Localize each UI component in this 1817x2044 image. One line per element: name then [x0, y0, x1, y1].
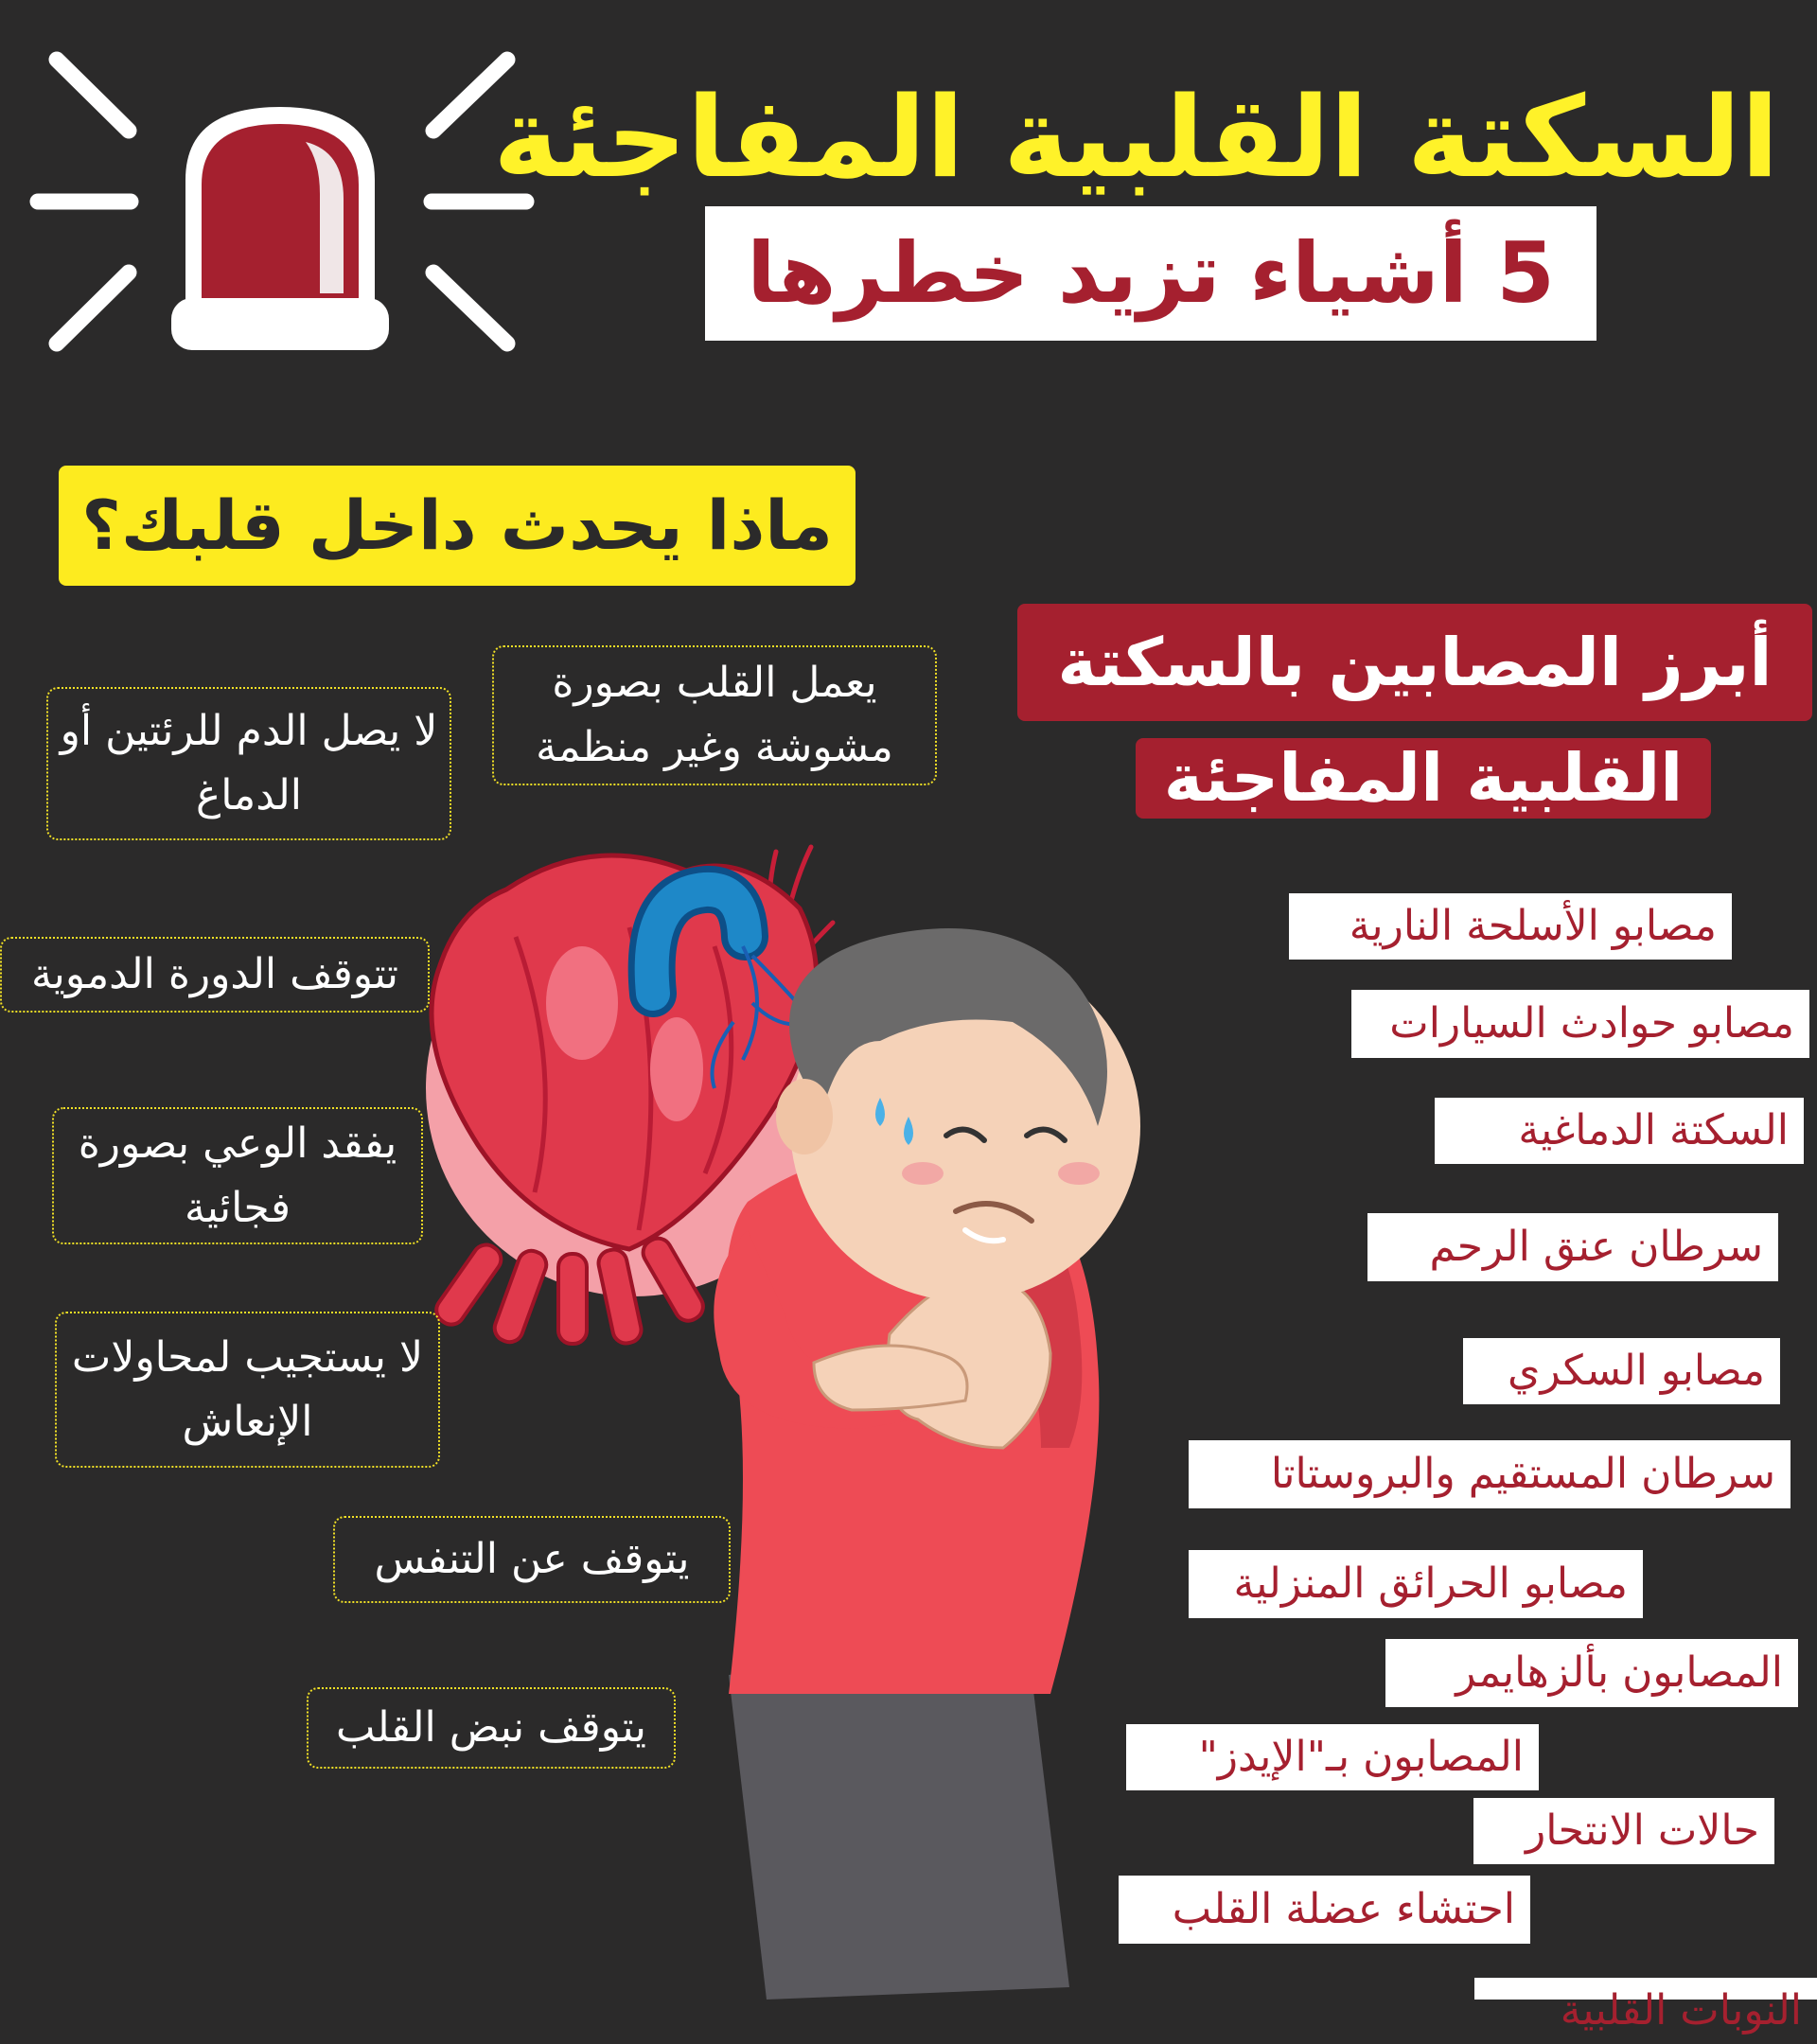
risk-group-item: السكتة الدماغية	[1435, 1098, 1804, 1164]
symptom-box: يتوقف نبض القلب	[307, 1687, 676, 1769]
man-clutching-chest-illustration	[691, 918, 1183, 2000]
risk-group-item: النوبات القلبية	[1474, 1978, 1817, 2000]
question-heading: ماذا يحدث داخل قلبك؟	[81, 485, 833, 565]
risk-group-item: سرطان المستقيم والبروستاتا	[1189, 1440, 1791, 1508]
symptom-box: يتوقف عن التنفس	[333, 1516, 731, 1603]
symptom-box: لا يصل الدم للرئتين أو الدماغ	[46, 687, 451, 840]
alarm-siren-icon	[17, 43, 547, 364]
risk-group-item: مصابو السكري	[1463, 1338, 1780, 1404]
risk-group-item: المصابون بألزهايمر	[1385, 1639, 1798, 1707]
symptom-box: تتوقف الدورة الدموية	[0, 937, 430, 1013]
risk-group-item: احتشاء عضلة القلب	[1119, 1876, 1530, 1944]
risk-heading-line-1: أبرز المصابين بالسكتة	[1017, 604, 1812, 721]
symptom-box: يفقد الوعي بصورة فجائية	[52, 1107, 423, 1244]
risk-group-item: مصابو الحرائق المنزلية	[1189, 1550, 1643, 1618]
page-subtitle: 5 أشياء تزيد خطرها	[747, 224, 1555, 322]
risk-group-item: سرطان عنق الرحم	[1367, 1213, 1778, 1281]
risk-group-item: مصابو حوادث السيارات	[1351, 990, 1809, 1058]
risk-heading-line-2: القلبية المفاجئة	[1136, 738, 1711, 819]
risk-group-item: المصابون بـ"الإيدز"	[1126, 1724, 1539, 1790]
symptom-box: يعمل القلب بصورة مشوشة وغير منظمة	[492, 645, 937, 785]
risk-group-item: مصابو الأسلحة النارية	[1289, 893, 1732, 960]
risk-group-item: حالات الانتحار	[1473, 1798, 1774, 1864]
symptom-box: لا يستجيب لمحاولات الإنعاش	[55, 1312, 440, 1468]
page-title: السكتة القلبية المفاجئة	[493, 72, 1779, 203]
